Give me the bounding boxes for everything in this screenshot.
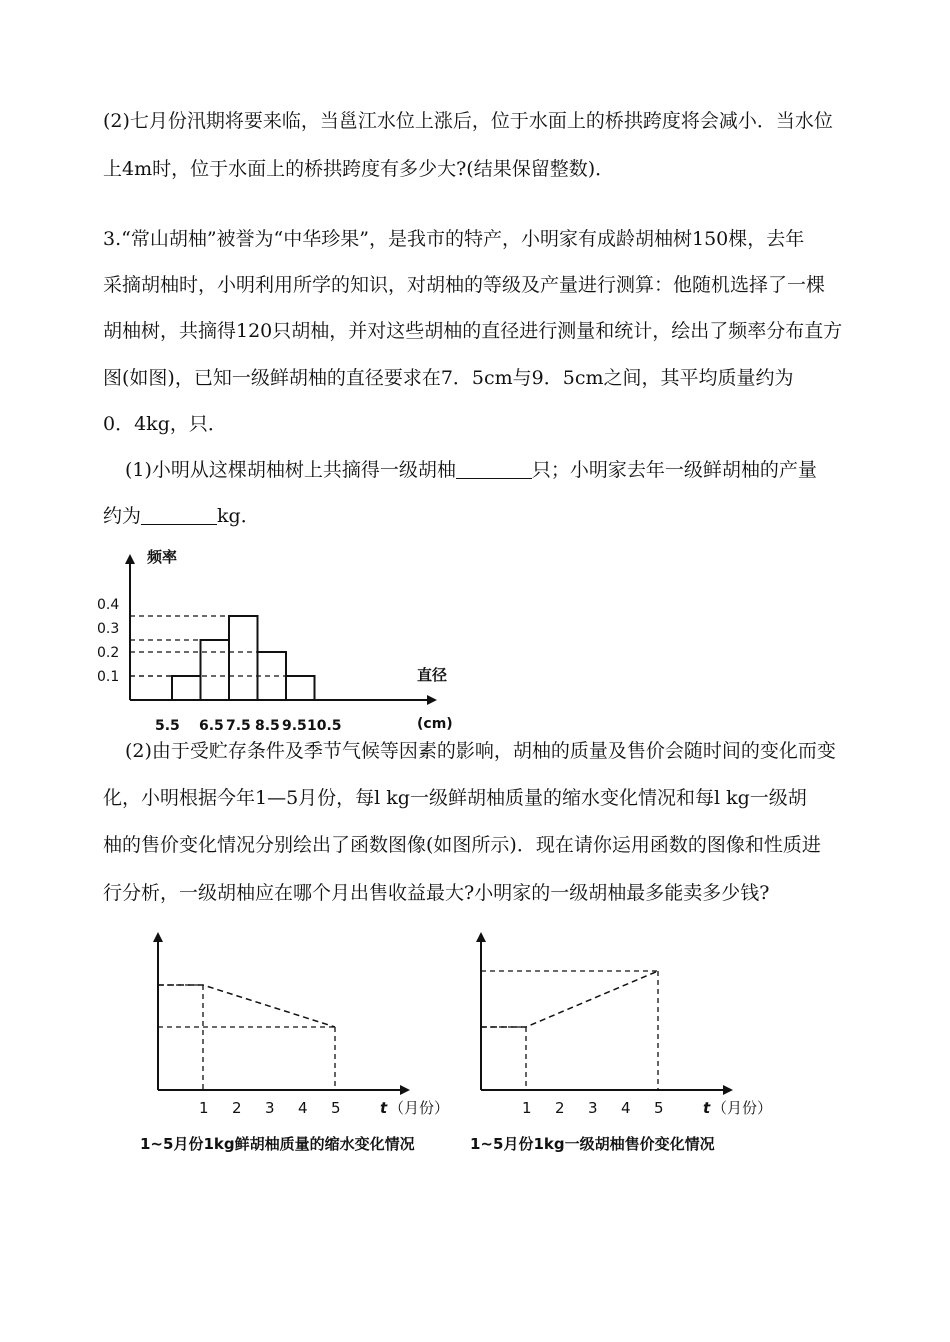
x-tick-label: 2 [232,1099,242,1117]
q3-part1-line1 [125,458,817,482]
histogram-x-tick: 6.5 [199,718,224,734]
function-line [158,985,335,1027]
histogram-y-label: 频率 [147,548,178,566]
q3-part2-line4: 行分析，一级胡柚应在哪个月出售收益最大?小明家的一级胡柚最多能卖多少钱? [103,882,770,904]
histogram-x-tick: 8.5 [255,718,280,734]
x-tick-label: 1 [199,1099,209,1117]
histogram-bar [286,676,315,700]
frequency-histogram [95,548,475,738]
x-tick-label: 3 [265,1099,275,1117]
function-line [481,971,658,1027]
q3-part1-text-a: (1)小明从这棵胡柚树上共摘得一级胡柚 [125,459,456,481]
x-tick-label: 4 [621,1099,631,1117]
x-tick-label: 5 [331,1099,341,1117]
histogram-x-unit: (cm) [417,716,453,732]
q3-line4: 图(如图)，已知一级鲜胡柚的直径要求在7．5cm与9．5cm之间，其平均质量约为 [103,367,794,389]
q3-part2-line3: 柚的售价变化情况分别绘出了函数图像(如图所示)．现在请你运用函数的图像和性质进 [103,834,821,856]
q3-part2-line2: 化，小明根据今年1—5月份，每l kg一级鲜胡柚质量的缩水变化情况和每l kg一级胡 [103,787,807,809]
x-tick-label: 4 [298,1099,308,1117]
q3-line1: 3.“常山胡柚”被誉为“中华珍果”，是我市的特产，小明家有成龄胡柚树150棵，去年 [103,228,805,250]
q2-part2-line1: (2)七月份汛期将要来临，当邕江水位上涨后，位于水面上的桥拱跨度将会减小．当水位 [103,110,833,132]
histogram-bar [172,676,201,700]
chart1-x-symbol: t [380,1099,388,1117]
x-tick-label: 2 [555,1099,565,1117]
histogram-bar [201,640,230,700]
q3-line3: 胡柚树，共摘得120只胡柚，并对这些胡柚的直径进行测量和统计，绘出了频率分布直方 [103,320,843,342]
histogram-x-tick: 10.5 [307,718,342,734]
x-tick-label: 1 [522,1099,532,1117]
histogram-bar [229,616,258,700]
histogram-y-tick: 0.1 [97,669,120,685]
x-tick-label: 3 [588,1099,598,1117]
q2-part2-line2: 上4m时，位于水面上的桥拱跨度有多少大?(结果保留整数)． [103,158,615,180]
q3-part1-line2 [103,504,260,528]
q3-line5: 0．4kg，只． [103,413,227,435]
chart2-caption: 1~5月份1kg一级胡柚售价变化情况 [470,1135,715,1153]
q3-line2: 采摘胡柚时，小明利用所学的知识，对胡柚的等级及产量进行测算：他随机选择了一棵 [103,274,826,296]
chart1-x-unit: （月份） [389,1099,450,1117]
shrinkage-line-chart [140,920,460,1120]
histogram-x-label: 直径 [417,666,448,684]
q3-part1-text-b: 只；小明家去年一级鲜胡柚的产量 [531,459,817,481]
q3-part1-text-c: 约为 [103,505,142,527]
price-line-chart [463,920,783,1120]
chart1-caption: 1~5月份1kg鲜胡柚质量的缩水变化情况 [140,1135,415,1153]
x-tick-label: 5 [654,1099,664,1117]
histogram-y-tick: 0.3 [97,621,120,637]
histogram-x-tick: 9.5 [282,718,307,734]
chart2-x-unit: （月份） [712,1099,773,1117]
q3-part2-line1: (2)由于受贮存条件及季节气候等因素的影响，胡柚的质量及售价会随时间的变化而变 [125,740,836,762]
histogram-x-tick: 7.5 [226,718,251,734]
histogram-y-tick: 0.4 [97,597,120,613]
answer-blank-yield[interactable] [141,504,217,525]
histogram-bar [258,652,287,700]
q3-part1-text-d: kg． [217,505,260,527]
chart2-x-symbol: t [703,1099,711,1117]
answer-blank-count[interactable] [456,458,532,479]
histogram-y-tick: 0.2 [97,645,120,661]
histogram-x-tick: 5.5 [155,718,180,734]
